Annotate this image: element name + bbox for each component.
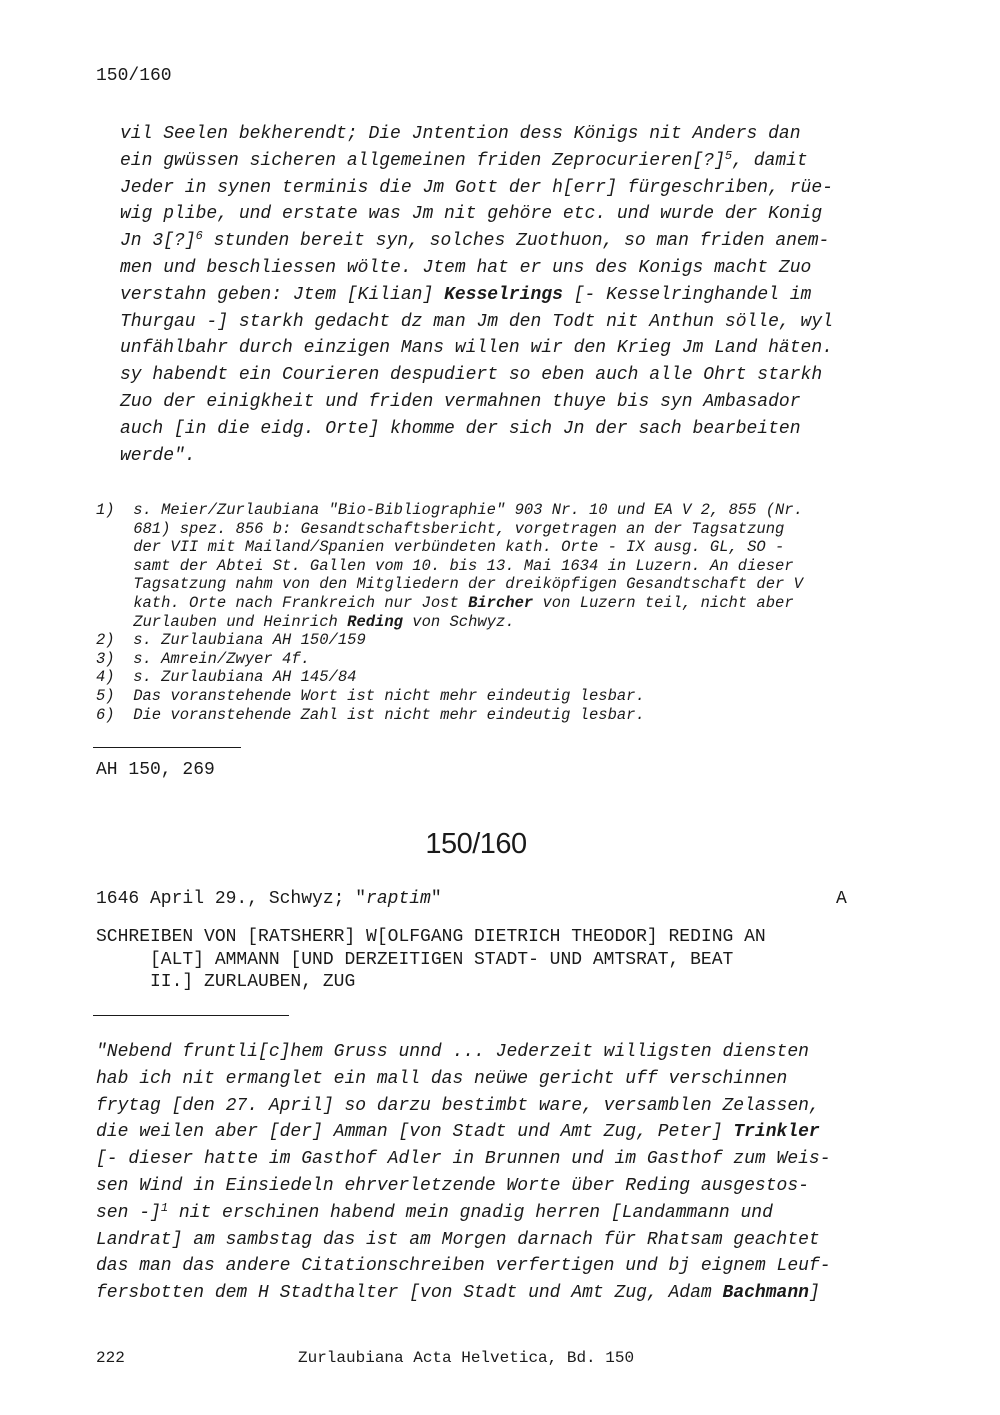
text-run: Jn 3[?] — [120, 231, 196, 252]
text-run: hab ich nit ermanglet ein mall das neüwe gericht uff verschinnen — [96, 1068, 788, 1089]
quote-block — [120, 121, 880, 469]
letter-body — [96, 1039, 896, 1307]
text-run: unfählbahr durch einzigen Mans willen wir den Krieg Jm Land häten. — [120, 338, 833, 359]
footnotes — [96, 501, 803, 724]
text-run: werde". — [120, 445, 196, 466]
document-title — [96, 926, 766, 994]
text-run: das man das andere Citationschreiben verfertigen und bj eignem Leuf- — [96, 1256, 831, 1277]
bold-name: Bircher — [468, 593, 534, 612]
text-run: 6) Die voranstehende Zahl ist nicht mehr eindeutig lesbar. — [96, 705, 645, 724]
text-run: samt der Abtei St. Gallen vom 10. bis 13. Mai 1634 in Luzern. An dieser — [96, 556, 794, 575]
text-run: 5) Das voranstehende Wort ist nicht mehr eindeutig lesbar. — [96, 686, 645, 705]
quote-line-9 — [120, 335, 880, 362]
footnote-line-6 — [96, 594, 803, 613]
page-number: 222 — [96, 1349, 125, 1367]
text-run: sen -] — [96, 1202, 161, 1223]
quote-line-11 — [120, 389, 880, 416]
body-line-1 — [96, 1039, 896, 1066]
body-line-4 — [96, 1119, 896, 1146]
quote-line-6 — [120, 255, 880, 282]
body-line-5 — [96, 1146, 896, 1173]
text-run: frytag [den 27. April] so darzu bestimbt ware, versamblen Zelassen, — [96, 1095, 820, 1116]
quote-line-7 — [120, 282, 880, 309]
quote-line-10 — [120, 362, 880, 389]
footnote-marker: 5 — [724, 148, 733, 163]
text-run: sy habendt ein Courieren despudiert so eben auch alle Ohrt starkh — [120, 365, 823, 386]
text-run: nit erschinen habend mein gnadig herren [Landammann und — [168, 1202, 773, 1223]
text-run: der VII mit Mailand/Spanien verbündeten kath. Orte - IX ausg. GL, SO - — [96, 538, 785, 557]
text-run: 3) s. Amrein/Zwyer 4f. — [96, 649, 310, 668]
footnote-line-1 — [96, 501, 803, 520]
footnote-line-8 — [96, 631, 803, 650]
footnote-line-4 — [96, 557, 803, 576]
text-run: die weilen aber [der] Amman [von Stadt und Amt Zug, Peter] — [96, 1122, 734, 1143]
text-run: kath. Orte nach Frankreich nur Jost — [96, 593, 469, 612]
text-run: men und beschliessen wölte. Jtem hat er uns des Konigs macht Zuo — [120, 257, 812, 278]
text-run: verstahn geben: Jtem [Kilian] — [120, 284, 445, 305]
title-line-2: [ALT] AMMANN [UND DERZEITIGEN STADT- UND AMTSRAT, BEAT — [96, 949, 734, 970]
footnote-line-12 — [96, 706, 803, 725]
text-run: 681) spez. 856 b: Gesandtschaftsbericht, vorgetragen an der Tagsatzung — [96, 519, 785, 538]
quote-line-5 — [120, 228, 880, 255]
text-run: stunden bereit syn, solches Zuothuon, so man friden anem- — [202, 231, 830, 252]
bold-name: Trinkler — [733, 1122, 820, 1143]
text-run: wig plibe, und erstate was Jm nit gehöre etc. und wurde der Konig — [120, 204, 823, 225]
text-run: von Schwyz. — [402, 612, 515, 631]
quote-line-4 — [120, 201, 880, 228]
text-run: 2) s. Zurlaubiana AH 150/159 — [96, 631, 366, 650]
title-line-1: SCHREIBEN VON [RATSHERR] W[OLFGANG DIETRICH THEODOR] REDING AN — [96, 927, 766, 947]
footnote-line-7 — [96, 613, 803, 632]
body-line-9 — [96, 1253, 896, 1280]
text-run: sen Wind in Einsiedeln ehrverletzende Worte über Reding ausgestos- — [96, 1175, 809, 1196]
text-run: auch [in die eidg. Orte] khomme der sich Jn der sach bearbeiten — [120, 418, 801, 439]
text-run: fersbotten dem H Stadthalter [von Stadt und Amt Zug, Adam — [96, 1283, 723, 1304]
quote-line-13 — [120, 443, 880, 470]
footnote-line-10 — [96, 668, 803, 687]
quote-line-12 — [120, 416, 880, 443]
dateline — [96, 889, 442, 909]
text-run: 4) s. Zurlaubiana AH 145/84 — [96, 668, 357, 687]
quote-line-1 — [120, 121, 880, 148]
text-run: "Nebend fruntli[c]hem Gruss unnd ... Jederzeit willigsten diensten — [96, 1042, 809, 1062]
title-line-3: II.] ZURLAUBEN, ZUG — [96, 972, 356, 992]
footnote-line-2 — [96, 520, 803, 539]
text-run: Jeder in synen terminis die Jm Gott der h[err] fürgeschriben, rüe- — [120, 177, 833, 198]
footnote-marker: 6 — [195, 229, 203, 244]
text-run: ] — [808, 1283, 820, 1304]
dateline-raptim: raptim — [366, 889, 431, 909]
bold-name: Bachmann — [722, 1283, 809, 1304]
footnote-line-11 — [96, 687, 803, 706]
text-run: Tagsatzung nahm von den Mitgliedern der dreiköpfigen Gesandtschaft der V — [96, 575, 803, 594]
footnote-line-5 — [96, 575, 803, 594]
text-run: von Luzern teil, nicht aber — [533, 593, 794, 612]
footnote-marker: 1 — [160, 1200, 169, 1215]
text-run: Zuo der einigkheit und friden vermahnen thuye bis syn Ambasador — [120, 391, 801, 412]
body-line-6 — [96, 1173, 896, 1200]
text-run: , damit — [732, 150, 808, 171]
text-run: Zurlauben und Heinrich — [96, 612, 348, 631]
body-line-2 — [96, 1066, 896, 1093]
running-head: 150/160 — [96, 66, 172, 86]
text-run: [- dieser hatte im Gasthof Adler in Brunnen und im Gasthof zum Weis- — [96, 1149, 831, 1170]
text-run: 1) s. Meier/Zurlaubiana "Bio-Bibliographie" 903 Nr. 10 und EA V 2, 855 (Nr. — [96, 501, 803, 519]
quote-line-3 — [120, 175, 880, 202]
quote-line-8 — [120, 309, 880, 336]
document-number: 150/160 — [425, 828, 527, 860]
document-type: A — [836, 889, 847, 909]
body-line-8 — [96, 1227, 896, 1254]
body-line-10 — [96, 1280, 896, 1307]
body-line-7 — [96, 1200, 896, 1227]
text-run: Landrat] am sambstag das ist am Morgen darnach für Rhatsam geachtet — [96, 1229, 820, 1250]
source-reference: AH 150, 269 — [96, 760, 215, 780]
footnote-rule — [93, 747, 241, 748]
dateline-suffix: " — [430, 889, 442, 909]
bold-name: Reding — [347, 612, 403, 631]
text-run: [- Kesselringhandel im — [562, 284, 812, 305]
text-run: ein gwüssen sicheren allgemeinen friden Zeprocurieren[?] — [120, 150, 725, 171]
quote-line-2 — [120, 148, 880, 175]
text-run: vil Seelen bekherendt; Die Jntention dess Königs nit Anders dan — [120, 124, 801, 144]
footnote-line-3 — [96, 538, 803, 557]
dateline-prefix: 1646 April 29., Schwyz; " — [96, 889, 367, 909]
text-run: Thurgau -] starkh gedacht dz man Jm den Todt nit Anthun sölle, wyl — [120, 311, 833, 332]
title-rule — [93, 1015, 289, 1016]
footnote-line-9 — [96, 650, 803, 669]
footer-title: Zurlaubiana Acta Helvetica, Bd. 150 — [298, 1349, 635, 1367]
bold-name: Kesselrings — [444, 284, 563, 305]
body-line-3 — [96, 1093, 896, 1120]
